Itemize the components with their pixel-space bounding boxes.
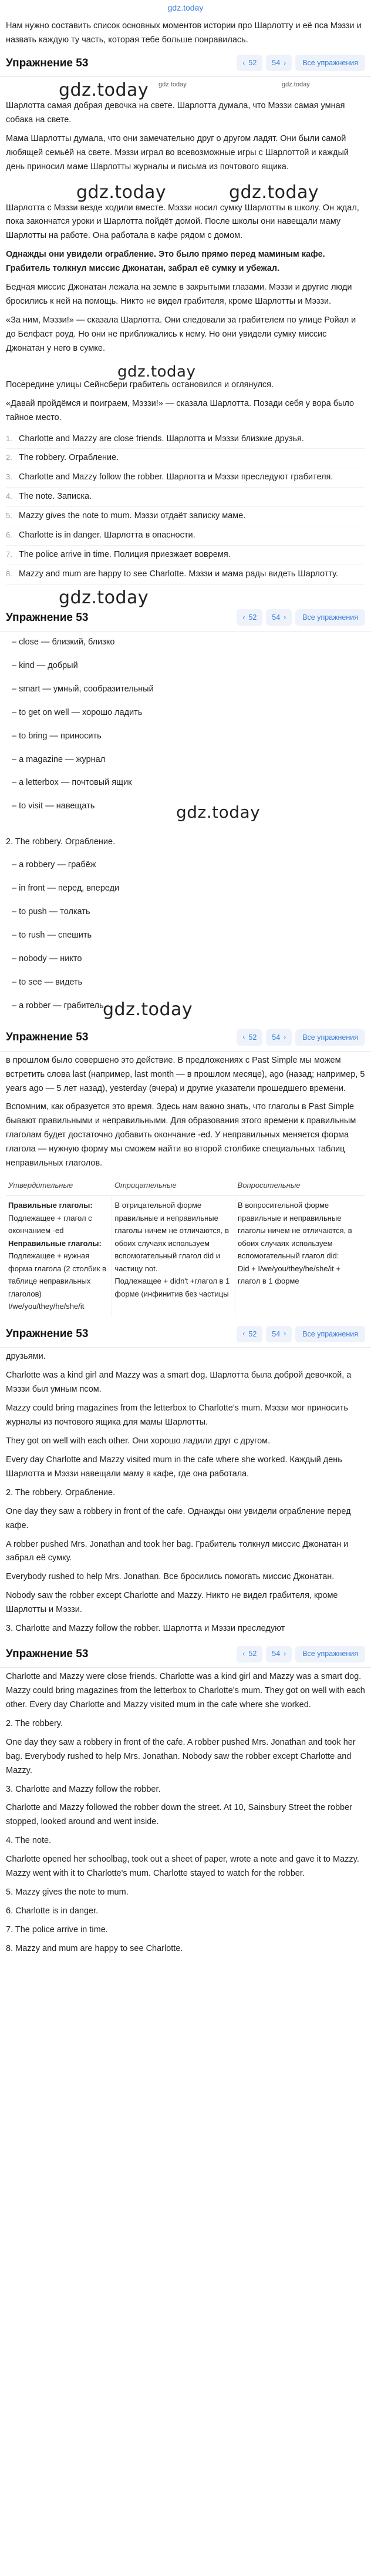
watermark-small: gdz.today xyxy=(282,80,310,88)
story-paragraph: Charlotte and Mazzy were close friends. Charlotte was a kind girl and Mazzy was a smart dog. Mazzy could bring magazines from the letterbox to Charlotte's mum. They got on well with each other. Every day Charlotte and Mazzy visited mum in the cafe where she worked. xyxy=(6,1672,365,1710)
watermark-row xyxy=(6,77,365,100)
exercise-nav xyxy=(237,609,365,626)
watermark-row xyxy=(6,361,365,381)
exercise-header xyxy=(0,604,371,632)
watermark-row xyxy=(6,179,365,203)
intro-text: Нам нужно составить список основных моментов истории про Шарлотту и её пса Мэззи и назвать каждую ту часть, которая тебе больше понравилась. xyxy=(6,21,362,45)
list-item: – nobody — никто xyxy=(6,948,365,972)
story-paragraph: Charlotte opened her schoolbag, took out a sheet of paper, wrote a note and gave it to Mazzy. Mazzy went with it to Charlotte's mum. Charlotte stayed to watch for the robber. xyxy=(6,1855,359,1879)
exercise-header xyxy=(0,1025,371,1052)
list-item: – to push — толкать xyxy=(6,901,365,925)
story-paragraph: 5. Mazzy gives the note to mum. xyxy=(6,1888,129,1897)
grammar-paragraph: в прошлом было совершено это действие. В предложениях с Past Simple мы можем встретить слова last (например, last month — в прошлом месяце), ago (назад; например, 5 years ago — 5 лет назад), yesterday (вчера) и другие указатели прошедшего времени. xyxy=(6,1055,365,1093)
table-cell: В вопросительной форме правильные и неправильные глаголы ничем не отличаются, в обоих случаях используем вспомогательный глагол did: Did + I/we/you/they/he/she/it + глагол в 1 форме xyxy=(238,1201,352,1286)
story-paragraph: One day they saw a robbery in front of the cafe. Однажды они увидели ограбление перед кафе. xyxy=(6,1506,351,1530)
next-exercise-button[interactable] xyxy=(266,55,292,71)
story-paragraph: A robber pushed Mrs. Jonathan and took her bag. Грабитель толкнул миссис Джонатан и забрал её сумку. xyxy=(6,1539,349,1563)
list-item: – a robber — грабитель xyxy=(6,995,365,1019)
list-item: – a letterbox — почтовый ящик xyxy=(6,772,365,795)
watermark: gdz.today xyxy=(229,182,319,203)
list-item: 8. Mazzy and mum are happy to see Charlotte. Мэззи и мама рады видеть Шарлотту. xyxy=(6,565,365,585)
prev-exercise-button[interactable] xyxy=(237,609,262,626)
watermark: gdz.today xyxy=(76,182,167,203)
exercise-title: Упражнение 53 xyxy=(6,1328,89,1341)
chevron-right-icon: › xyxy=(284,1033,286,1042)
vocab-list xyxy=(6,854,365,1018)
chevron-right-icon: › xyxy=(284,1329,286,1338)
chevron-left-icon: ‹ xyxy=(242,613,245,622)
list-item: 6. Charlotte is in danger. Шарлотта в опасности. xyxy=(6,526,365,546)
list-item: 7. The police arrive in time. Полиция приезжает вовремя. xyxy=(6,546,365,565)
chevron-right-icon: › xyxy=(284,1649,286,1658)
list-item: – to get on well — хорошо ладить xyxy=(6,702,365,726)
story-paragraph: 7. The police arrive in time. xyxy=(6,1925,108,1934)
list-item: – a magazine — журнал xyxy=(6,749,365,773)
next-exercise-label: 54 xyxy=(272,1329,281,1338)
all-exercises-button[interactable]: Все упражнения xyxy=(295,55,365,71)
story-paragraph: 8. Mazzy and mum are happy to see Charlotte. xyxy=(6,1943,183,1953)
all-exercises-button[interactable]: Все упражнения xyxy=(295,1029,365,1046)
list-item: – smart — умный, сообразительный xyxy=(6,679,365,702)
story-paragraph: 4. The note. xyxy=(6,1836,52,1846)
list-item: 4. The note. Записка. xyxy=(6,488,365,507)
watermark: gdz.today xyxy=(103,999,193,1020)
prev-exercise-button[interactable] xyxy=(237,1326,262,1342)
prev-exercise-label: 52 xyxy=(248,59,257,68)
next-exercise-button[interactable] xyxy=(266,1029,292,1046)
watermark: gdz.today xyxy=(59,79,149,100)
vocab-list xyxy=(6,632,365,819)
list-item: – to visit — навещать xyxy=(6,795,365,819)
exercise-nav xyxy=(237,55,365,71)
story-paragraph: Бедная миссис Джонатан лежала на земле в закрытыми глазами. Мэззи и другие люди бросились к ней на помощь. Никто не видел грабителя, кроме Шарлотты и Мэззи. xyxy=(6,283,352,307)
chevron-left-icon: ‹ xyxy=(242,58,245,67)
story-paragraph: Mazzy could bring magazines from the letterbox to Charlotte's mum. Мэззи мог приносить журналы из почтового ящика для мамы Шарлотты. xyxy=(6,1403,348,1428)
exercise-header xyxy=(0,1641,371,1668)
list-item: 3. Charlotte and Mazzy follow the robber. Шарлотта и Мэззи преследуют грабителя. xyxy=(6,468,365,488)
story-paragraph: Everybody rushed to help Mrs. Jonathan. Все бросились помогать миссис Джонатан. xyxy=(6,1572,335,1582)
section-heading: 2. The robbery. Ограбление. xyxy=(6,837,116,847)
exercise-section-1 xyxy=(0,50,371,608)
exercise-section-5 xyxy=(0,1641,371,1956)
list-item: – to bring — приносить xyxy=(6,726,365,749)
story-paragraph: «Давай пройдёмся и поиграем, Мэззи!» — сказала Шарлотта. Позади себя у вора было тайное место. xyxy=(6,398,355,422)
chevron-left-icon: ‹ xyxy=(242,1329,245,1338)
watermark: gdz.today xyxy=(59,587,149,608)
all-exercises-button[interactable]: Все упражнения xyxy=(295,1326,365,1342)
story-paragraph: Шарлотта с Мэззи везде ходили вместе. Мэззи носил сумку Шарлотты в школу. Он ждал, пока закончатся уроки и Шарлотта пойдёт домой. После школы они навещали маму Шарлотты на работе. Она работала в кафе рядом с домом. xyxy=(6,203,359,241)
exercise-title: Упражнение 53 xyxy=(6,611,89,624)
list-item: – a robbery — грабёж xyxy=(6,854,365,878)
exercise-header xyxy=(0,50,371,77)
exercise-section-3 xyxy=(0,1025,371,1316)
next-exercise-label: 54 xyxy=(272,613,281,622)
next-exercise-button[interactable] xyxy=(266,609,292,626)
list-item: 5. Mazzy gives the note to mum. Мэззи отдаёт записку маме. xyxy=(6,507,365,526)
prev-exercise-label: 52 xyxy=(248,1329,257,1338)
verb-table xyxy=(6,1176,365,1316)
prev-exercise-label: 52 xyxy=(248,1650,257,1658)
next-exercise-button[interactable] xyxy=(266,1646,292,1663)
prev-exercise-button[interactable] xyxy=(237,1646,262,1663)
chevron-left-icon: ‹ xyxy=(242,1033,245,1042)
all-exercises-button[interactable]: Все упражнения xyxy=(295,609,365,626)
table-header: Вопросительные xyxy=(235,1176,365,1195)
story-paragraph: Charlotte was a kind girl and Mazzy was a smart dog. Шарлотта была доброй девочкой, а Мэззи был умным псом. xyxy=(6,1371,352,1395)
story-paragraph: One day they saw a robbery in front of the cafe. A robber pushed Mrs. Jonathan and took her bag. Everybody rushed to help Mrs. Jonathan. Nobody saw the robber except Charlotte and Mazzy. xyxy=(6,1737,356,1775)
watermark: gdz.today xyxy=(176,802,261,822)
list-item: – to rush — спешить xyxy=(6,925,365,948)
list-item: – to see — видеть xyxy=(6,972,365,995)
exercise-title: Упражнение 53 xyxy=(6,1647,89,1660)
prev-exercise-label: 52 xyxy=(248,613,257,622)
next-exercise-label: 54 xyxy=(272,1033,281,1042)
list-item: 2. The robbery. Ограбление. xyxy=(6,449,365,468)
story-paragraph: Nobody saw the robber except Charlotte and Mazzy. Никто не видел грабителя, кроме Шарлотты и Мэззи. xyxy=(6,1591,338,1615)
exercise-section-2 xyxy=(0,604,371,1025)
list-item: – close — близкий, близко xyxy=(6,632,365,655)
story-plan-list xyxy=(6,430,365,585)
story-paragraph: Посередине улицы Сейнсбери грабитель остановился и оглянулся. xyxy=(6,379,274,389)
site-logo[interactable]: gdz.today xyxy=(167,3,204,12)
exercise-section-4 xyxy=(0,1321,371,1636)
chevron-right-icon: › xyxy=(284,613,286,622)
story-paragraph: 2. The robbery. xyxy=(6,1718,63,1728)
next-exercise-button[interactable] xyxy=(266,1326,292,1342)
exercise-title: Упражнение 53 xyxy=(6,1031,89,1044)
table-cell: Правильные глаголы: Подлежащее + глагол с окончанием -ed Неправильные глаголы: Подлежащее + нужная форма глагола (2 столбик в таблице неправильных глаголов) I/we/you/they/he/she/it xyxy=(6,1195,112,1316)
story-paragraph: 3. Charlotte and Mazzy follow the robber. Шарлотта и Мэззи преследуют xyxy=(6,1624,285,1634)
exercise-title: Упражнение 53 xyxy=(6,56,89,69)
prev-exercise-button[interactable] xyxy=(237,1029,262,1046)
table-cell: В отрицательной форме правильные и неправильные глаголы ничем не отличаются, в обоих случаях используем вспомогательный глагол did и частицу not. Подлежащее + didn't +глагол в 1 форме (инфинитив без частицы xyxy=(112,1195,235,1316)
prev-exercise-button[interactable] xyxy=(237,55,262,71)
story-paragraph: 2. The robbery. Ограбление. xyxy=(6,1487,116,1497)
watermark-row xyxy=(6,585,365,608)
list-item: 1. Charlotte and Mazzy are close friends. Шарлотта и Мэззи близкие друзья. xyxy=(6,430,365,449)
story-paragraph: друзьями. xyxy=(6,1352,46,1362)
exercise-nav xyxy=(237,1326,365,1342)
story-paragraph: Charlotte and Mazzy followed the robber down the street. At 10, Sainsbury Street the robber stopped, looked around and went inside. xyxy=(6,1803,352,1827)
grammar-paragraph: Вспомним, как образуется это время. Здесь нам важно знать, что глаголы в Past Simple бывают правильными и неправильными. Для образования этого времени к правильным глаголам будет достаточно добавить окончание -ed. У неправильных меняется форма глагола — нужную форму мы сможем найти во второй столбике специальных таблиц неправильных глаголов. xyxy=(6,1102,356,1168)
next-exercise-label: 54 xyxy=(272,59,281,68)
story-paragraph: Шарлотта самая добрая девочка на свете. Шарлотта думала, что Мэззи самая умная собака на свете. xyxy=(6,100,345,125)
list-item: – in front — перед, впереди xyxy=(6,878,365,901)
chevron-right-icon: › xyxy=(284,58,286,67)
watermark: gdz.today xyxy=(117,362,196,381)
all-exercises-button[interactable]: Все упражнения xyxy=(295,1646,365,1663)
list-item: – kind — добрый xyxy=(6,655,365,679)
exercise-header xyxy=(0,1321,371,1348)
story-paragraph: 3. Charlotte and Mazzy follow the robber. xyxy=(6,1784,161,1794)
story-paragraph: «За ним, Мэззи!» — сказала Шарлотта. Они следовали за грабителем по улице Ройал и до Белфаст роуд. Но они не приближались к нему. Но они увидели сумку миссис Джонатан у него в сумке. xyxy=(6,315,356,353)
prev-exercise-label: 52 xyxy=(248,1033,257,1042)
story-paragraph: Every day Charlotte and Mazzy visited mum in the cafe where she worked. Каждый день Шарлотта и Мэззи навещали маму в кафе, где она работала. xyxy=(6,1455,342,1479)
chevron-left-icon: ‹ xyxy=(242,1649,245,1658)
exercise-nav xyxy=(237,1029,365,1046)
story-paragraph: Мама Шарлотты думала, что они замечательно друг о другом ладят. Они были самой любящей семьёй на свете. Мэззи играл во всевозможные игры с Шарлоттой и каждый день приносил маме Шарлотты журналы и письма из почтового ящика. xyxy=(6,133,349,172)
story-paragraph: They got on well with each other. Они хорошо ладили друг с другом. xyxy=(6,1436,271,1446)
story-paragraph-bold: Однажды они увидели ограбление. Это было прямо перед маминым кафе. Грабитель толкнул миссис Джонатан, забрал её сумку и убежал. xyxy=(6,250,325,274)
next-exercise-label: 54 xyxy=(272,1650,281,1658)
exercise-nav xyxy=(237,1646,365,1663)
table-header: Отрицательные xyxy=(112,1176,235,1195)
watermark-small: gdz.today xyxy=(158,80,187,88)
table-header: Утвердительные xyxy=(6,1176,112,1195)
story-paragraph: 6. Charlotte is in danger. xyxy=(6,1906,99,1916)
